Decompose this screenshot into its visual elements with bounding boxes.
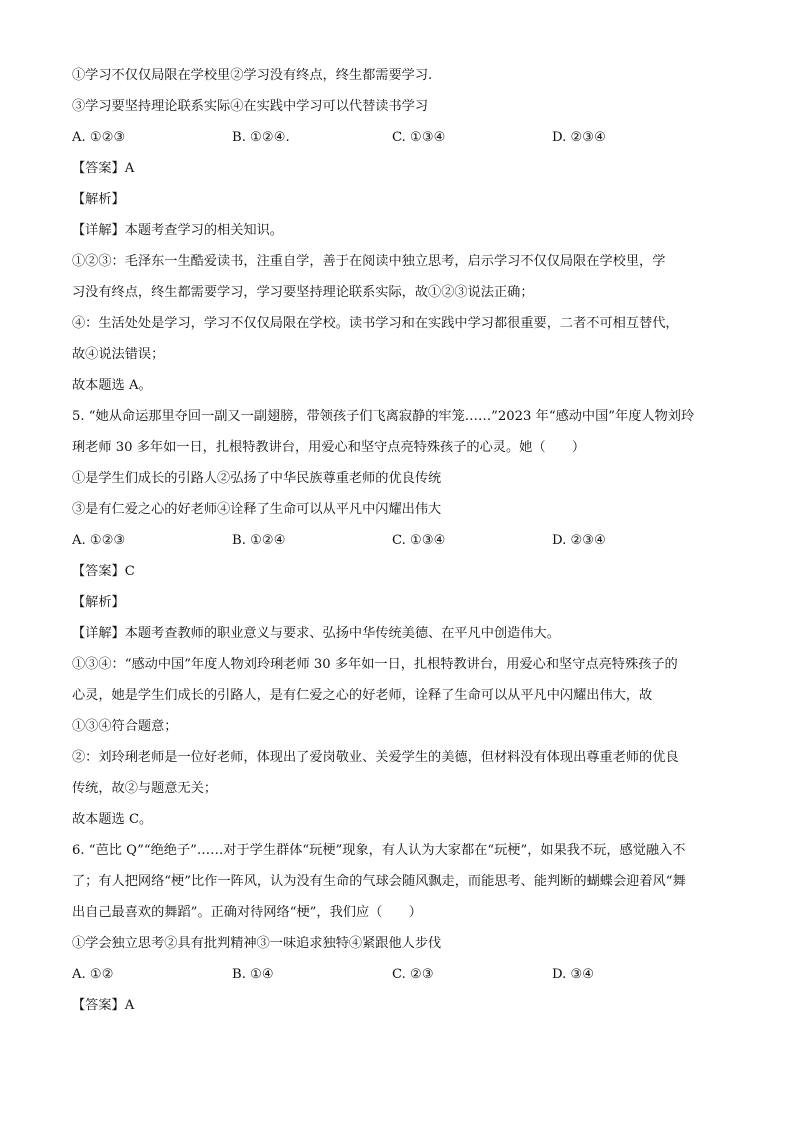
q5-statement-line-1: ①是学生们成长的引路人②弘扬了中华民族尊重老师的优良传统 [72,471,442,486]
q6-stem-line-2: 了；有人把网络“梗”比作一阵风，认为没有生命的气球会随风飘走，而能思考、能判断的蝴蝶会迎着风“舞 [72,874,686,889]
q5-analysis-tag: 【解析】 [72,595,125,610]
q5-explain-1-line-1: ①③④：“感动中国”年度人物刘玲琍老师 30 多年如一日，扎根特教讲台，用爱心和坚守点亮特殊孩子的 [72,657,678,672]
q4-option-a: A. ①②③ [72,130,126,145]
detail-intro: 本题考查教师的职业意义与要求、弘扬中华传统美德、在平凡中创造伟大。 [124,626,560,641]
q5-option-a: A. ①②③ [72,533,126,548]
q5-stem-line-1: 5. “她从命运那里夺回一副又一副翅膀，带领孩子们飞离寂静的牢笼……”2023 年“感动中国”年度人物刘玲 [72,409,695,424]
q4-explain-1-line-1: ①②③：毛泽东一生酷爱读书，注重自学，善于在阅读中独立思考，启示学习不仅仅局限在学校里，学 [72,254,666,269]
answer-value: A [124,161,135,176]
q6-option-d: D. ③④ [552,967,595,982]
q5-option-d: D. ②③④ [552,533,606,548]
detail-intro: 本题考查学习的相关知识。 [124,223,283,238]
q5-explain-2-line-1: ②：刘玲琍老师是一位好老师，体现出了爱岗敬业、关爱学生的美德，但材料没有体现出尊重老师的优良 [72,750,679,765]
q6-stem-line-1: 6. “芭比 Q”“绝绝子”……对于学生群体“玩梗”现象，有人认为大家都在“玩梗”，如果我不玩，感觉融入不 [72,843,686,858]
q4-explain-2-line-1: ④：生活处处是学习，学习不仅仅局限在学校。读书学习和在实践中学习都很重要，二者不可相互替代， [72,316,679,331]
q5-conclusion: 故本题选 C。 [72,812,153,827]
q5-option-c: C. ①③④ [392,533,446,548]
q5-statement-line-2: ③是有仁爱之心的好老师④诠释了生命可以从平凡中闪耀出伟大 [72,502,442,517]
q5-options [72,525,732,556]
q4-explain-2-line-2: 故④说法错误； [72,347,165,362]
q6-option-b: B. ①④ [232,967,274,982]
q5-option-b: B. ①②④ [232,533,286,548]
answer-tag: 【答案】 [72,564,125,579]
q4-statement-line-2: ③学习要坚持理论联系实际④在实践中学习可以代替读书学习 [72,99,429,114]
q6-statement-line-1: ①学会独立思考②具有批判精神③一味追求独特④紧跟他人步伐 [72,936,442,951]
q4-statement-line-1: ①学习不仅仅局限在学校里②学习没有终点，终生都需要学习. [72,68,433,83]
q5-stem-line-2: 琍老师 30 多年如一日，扎根特教讲台，用爱心和坚守点亮特殊孩子的心灵。她（ ） [72,440,586,455]
q4-explain-1-line-2: 习没有终点，终生都需要学习，学习要坚持理论联系实际，故①②③说法正确； [72,285,534,300]
q6-answer [72,990,732,1021]
detail-tag: 【详解】 [72,223,125,238]
q4-option-b: B. ①②④. [232,130,290,145]
q4-options [72,122,732,153]
q5-explain-1-line-3: ①③④符合题意； [72,719,178,734]
q5-answer [72,556,732,587]
answer-value: A [124,998,135,1013]
q4-answer [72,153,732,184]
detail-tag: 【详解】 [72,626,125,641]
q6-option-a: A. ①② [72,967,114,982]
q5-explain-2-line-2: 传统，故②与题意无关； [72,781,218,796]
q4-option-d: D. ②③④ [552,130,606,145]
q4-conclusion: 故本题选 A。 [72,378,152,393]
q4-analysis-tag: 【解析】 [72,192,125,207]
q6-stem-line-3: 出自己最喜欢的舞蹈”。正确对待网络“梗”，我们应（ ） [72,905,422,920]
answer-tag: 【答案】 [72,998,125,1013]
q4-option-c: C. ①③④ [392,130,446,145]
answer-value: C [124,564,135,579]
answer-tag: 【答案】 [72,161,125,176]
document-page [72,60,732,1021]
q6-options [72,959,732,990]
q5-detail [72,618,732,649]
q5-explain-1-line-2: 心灵，她是学生们成长的引路人，是有仁爱之心的好老师，诠释了生命可以从平凡中闪耀出伟大，故 [72,688,653,703]
q6-option-c: C. ②③ [392,967,434,982]
q4-detail [72,215,732,246]
